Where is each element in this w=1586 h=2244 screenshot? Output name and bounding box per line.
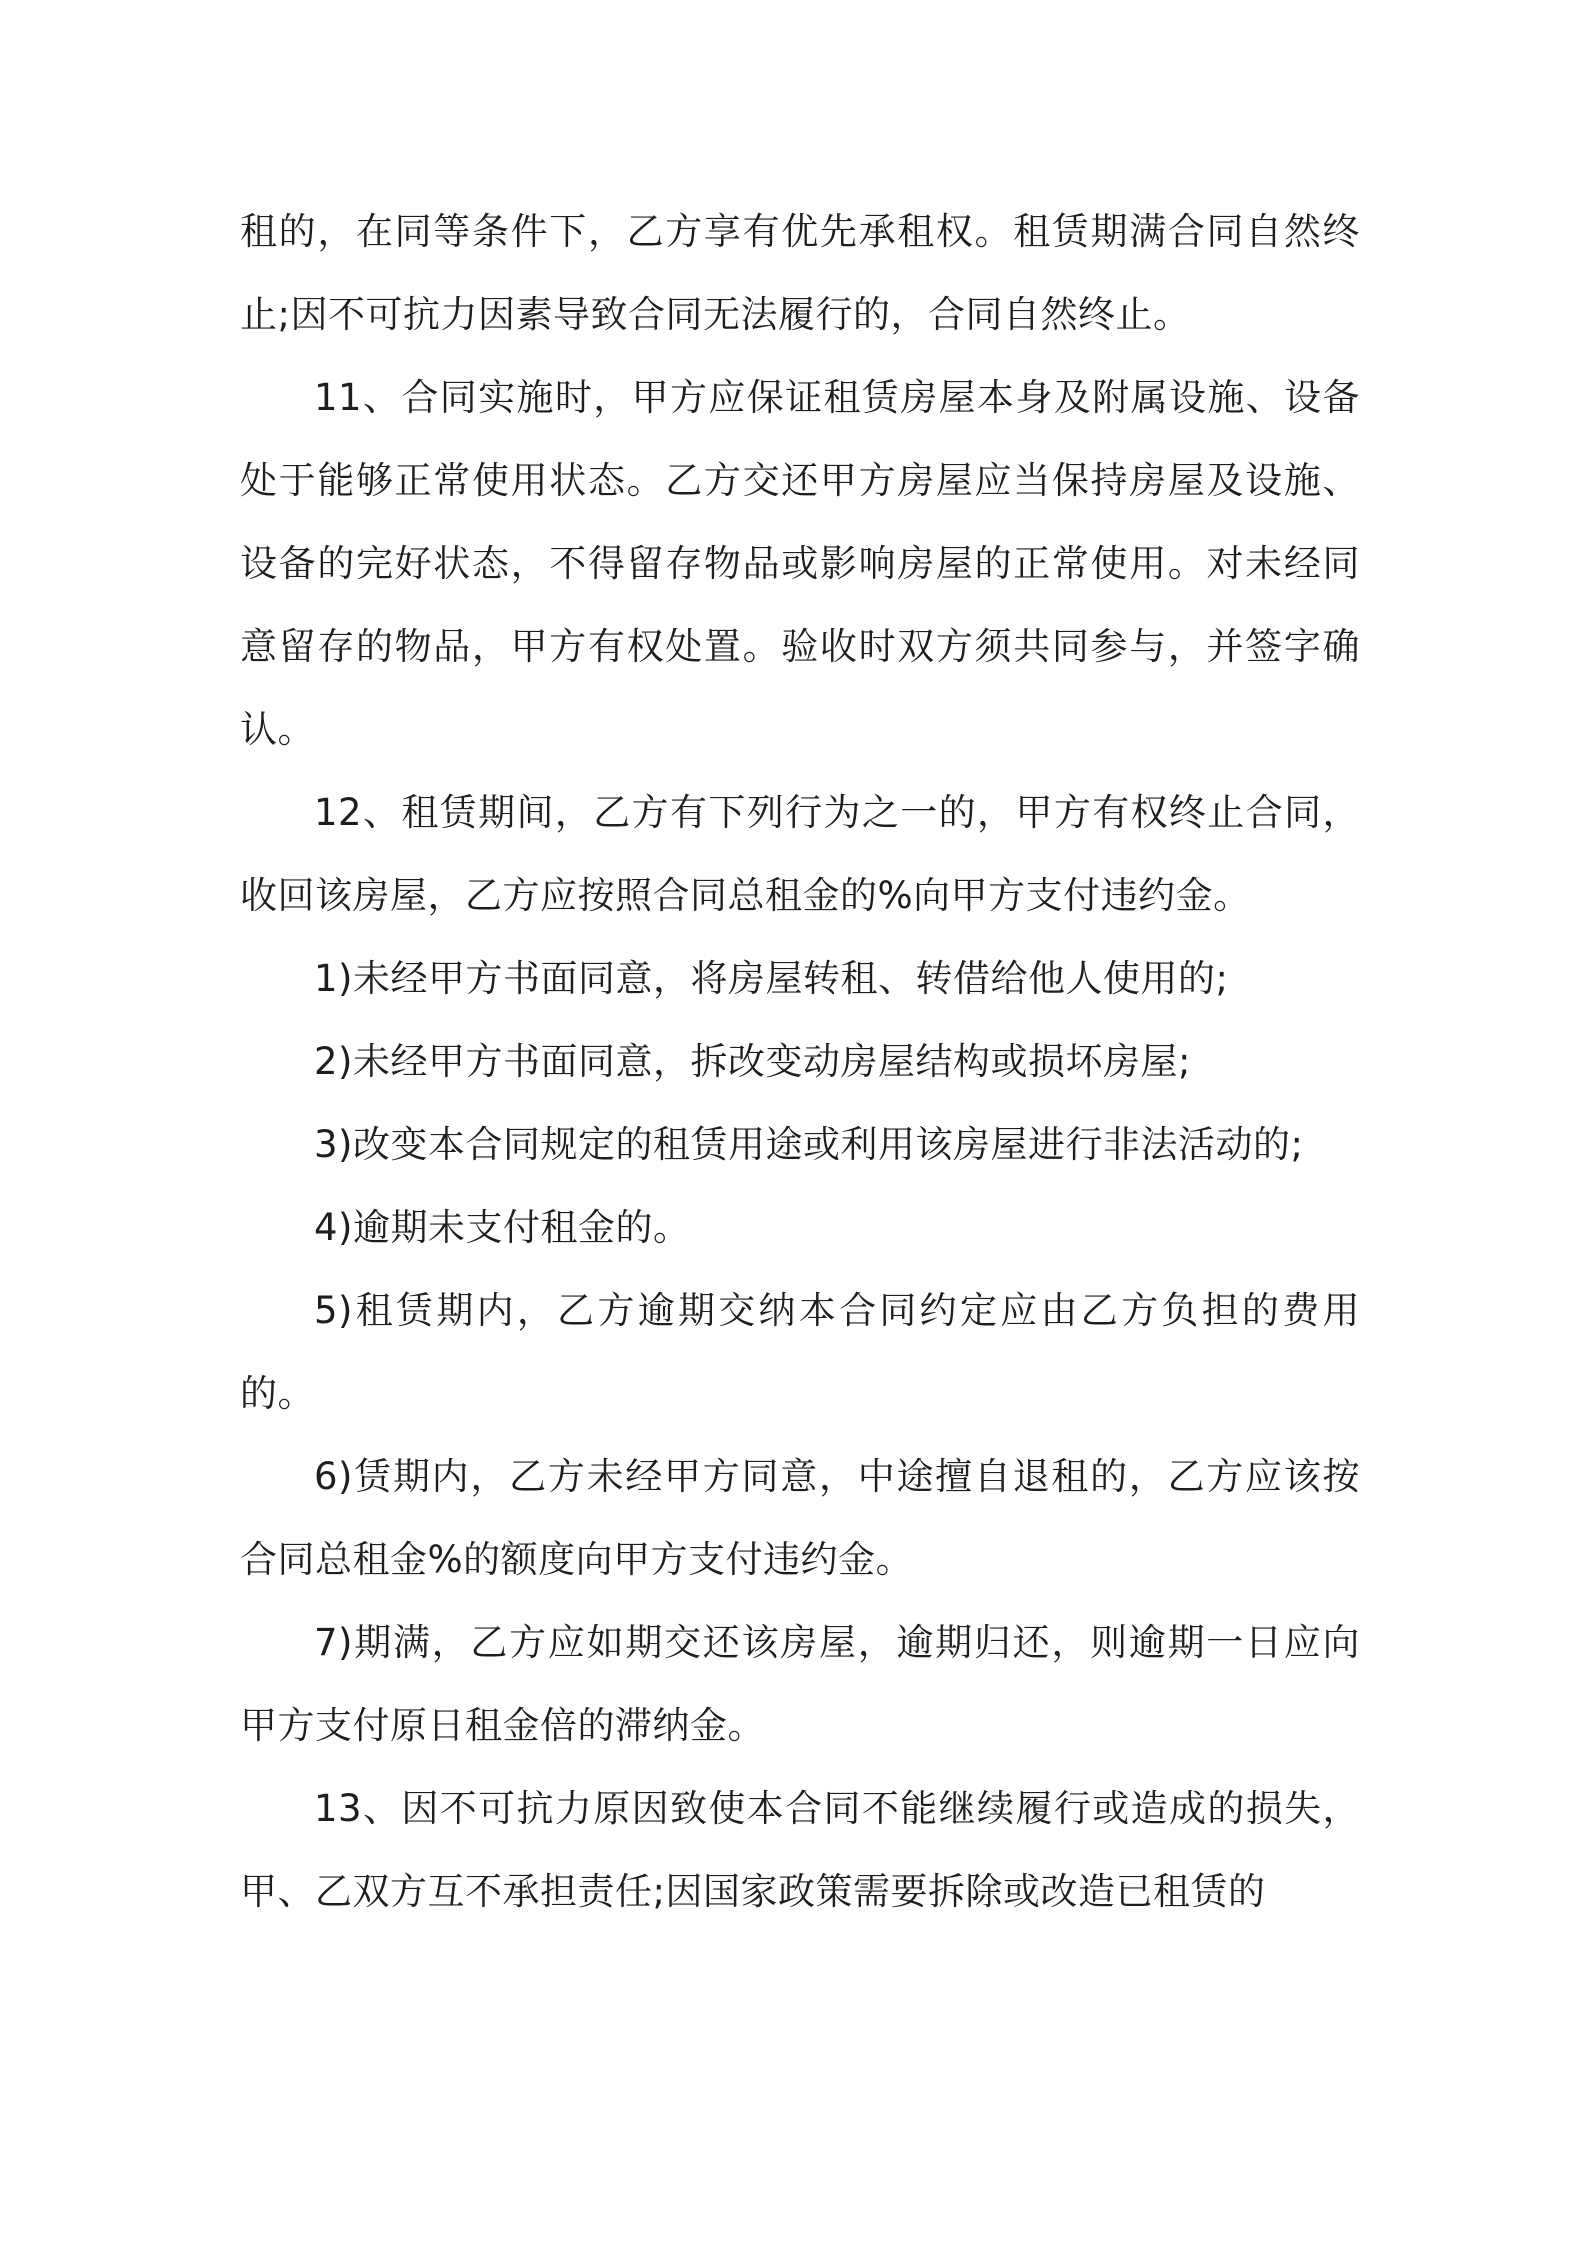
paragraph-item-2: 2)未经甲方书面同意，拆改变动房屋结构或损坏房屋; xyxy=(314,1040,1191,1083)
paragraph-clause-11: 11、合同实施时，甲方应保证租赁房屋本身及附属设施、设备处于能够正常使用状态。乙方交还甲方房屋应当保持房屋及设施、设备的完好状态，不得留存物品或影响房屋的正常使用。对未经同意留存的物品，甲方有权处置。验收时双方须共同参与，并签字确认。 xyxy=(240,376,1360,751)
paragraph-item-6: 6)赁期内，乙方未经甲方同意，中途擅自退租的，乙方应该按合同总租金%的额度向甲方支付违约金。 xyxy=(240,1455,1360,1581)
contract-body xyxy=(240,190,1360,1933)
paragraph-item-4: 4)逾期未支付租金的。 xyxy=(314,1206,691,1249)
paragraph-item-1: 1)未经甲方书面同意，将房屋转租、转借给他人使用的; xyxy=(314,957,1229,1000)
paragraph-item-5: 5)租赁期内，乙方逾期交纳本合同约定应由乙方负担的费用的。 xyxy=(240,1289,1360,1415)
paragraph-item-3: 3)改变本合同规定的租赁用途或利用该房屋进行非法活动的; xyxy=(314,1123,1304,1166)
paragraph-clause-13: 13、因不可抗力原因致使本合同不能继续履行或造成的损失，甲、乙双方互不承担责任;因国家政策需要拆除或改造已租赁的 xyxy=(240,1787,1360,1913)
paragraph-continuation: 租的，在同等条件下，乙方享有优先承租权。租赁期满合同自然终止;因不可抗力因素导致合同无法履行的，合同自然终止。 xyxy=(240,210,1360,336)
paragraph-clause-12: 12、租赁期间，乙方有下列行为之一的，甲方有权终止合同，收回该房屋，乙方应按照合同总租金的%向甲方支付违约金。 xyxy=(240,791,1360,917)
paragraph-item-7: 7)期满，乙方应如期交还该房屋，逾期归还，则逾期一日应向甲方支付原日租金倍的滞纳金。 xyxy=(240,1621,1360,1747)
